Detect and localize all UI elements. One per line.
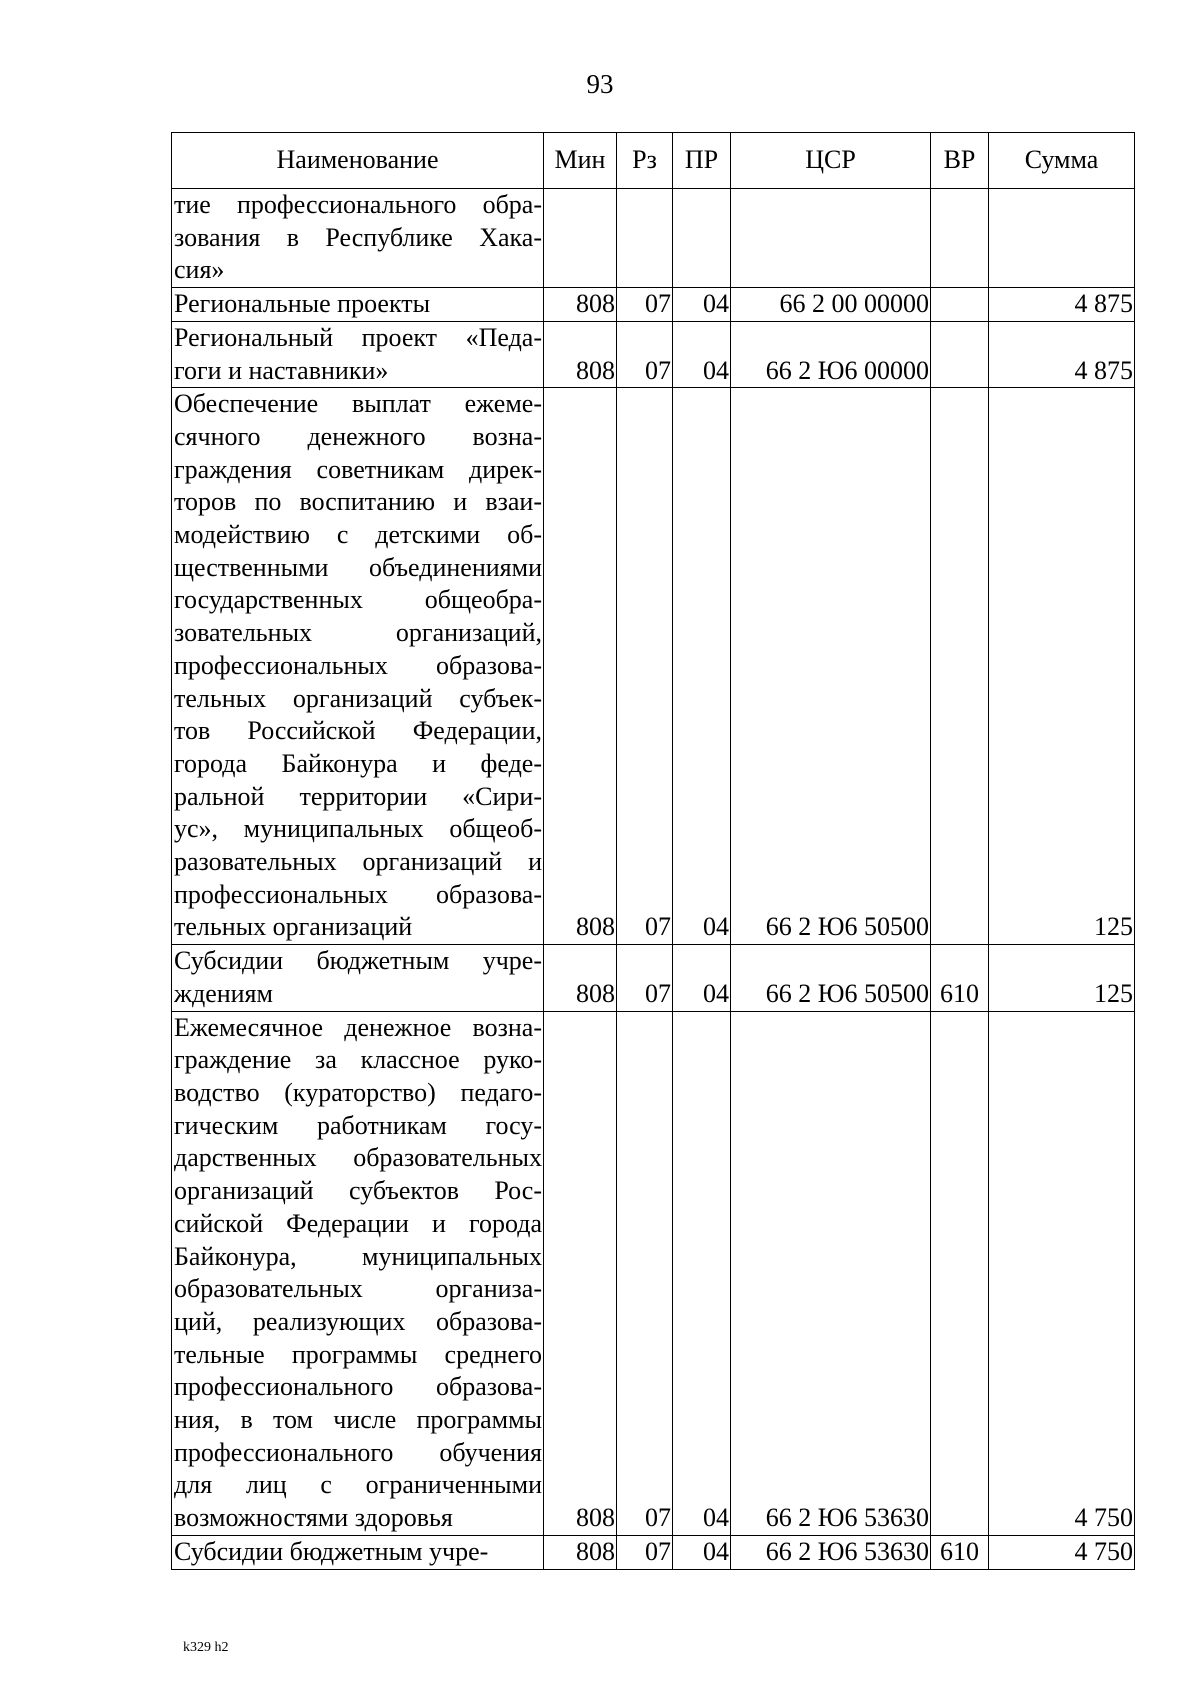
cell-min: 808 [544, 321, 617, 387]
cell-min: 808 [544, 945, 617, 1011]
table-row [172, 1011, 1135, 1535]
name-line: ций, реализующих образова- [174, 1306, 542, 1336]
name-line: ждениям [174, 978, 273, 1008]
cell-vr [931, 189, 989, 288]
cell-csr: 66 2 Ю6 50500 [731, 945, 931, 1011]
header-csr: ЦСР [731, 133, 931, 189]
cell-sum: 125 [989, 945, 1135, 1011]
cell-csr: 66 2 Ю6 53630 [731, 1011, 931, 1535]
name-line: сия» [174, 255, 225, 285]
name-line: Ежемесячное денежное возна- [174, 1012, 542, 1042]
name-line: щественными объединениями [174, 552, 542, 582]
budget-table [171, 132, 1135, 1570]
name-line: тельные программы среднего [174, 1339, 542, 1369]
name-line: торов по воспитанию и взаи- [174, 487, 542, 517]
cell-csr: 66 2 00 00000 [731, 288, 931, 322]
name-line: тельных организаций субъек- [174, 683, 542, 713]
cell-name [172, 945, 544, 1011]
cell-vr [931, 288, 989, 322]
cell-rz [617, 189, 673, 288]
table-body [172, 189, 1135, 1570]
name-line: Региональные проекты [174, 289, 431, 319]
cell-rz: 07 [617, 388, 673, 945]
table-row [172, 321, 1135, 387]
name-line: сячного денежного возна- [174, 421, 542, 451]
name-line: модействию с детскими об- [174, 520, 542, 550]
cell-vr: 610 [931, 945, 989, 1011]
name-line: ральной территории «Сири- [174, 781, 542, 811]
cell-sum: 4 875 [989, 321, 1135, 387]
header-min: Мин [544, 133, 617, 189]
name-line: гическим работникам госу- [174, 1110, 542, 1140]
name-line: образовательных организа- [174, 1274, 542, 1304]
name-line: Субсидии бюджетным учре- [174, 1536, 489, 1566]
cell-csr: 66 2 Ю6 50500 [731, 388, 931, 945]
name-line: зовательных организаций, [174, 618, 542, 648]
cell-pr: 04 [673, 288, 731, 322]
name-line: гоги и наставники» [174, 355, 389, 385]
name-line: профессиональных образова- [174, 879, 542, 909]
cell-pr: 04 [673, 321, 731, 387]
cell-vr [931, 321, 989, 387]
cell-min: 808 [544, 288, 617, 322]
cell-sum: 4 750 [989, 1011, 1135, 1535]
footer-code: k329 h2 [183, 1640, 229, 1655]
cell-rz: 07 [617, 1535, 673, 1569]
header-sum: Сумма [989, 133, 1135, 189]
cell-name [172, 321, 544, 387]
cell-vr [931, 388, 989, 945]
name-line: ус», муниципальных общеоб- [174, 814, 542, 844]
header-name: Наименование [172, 133, 544, 189]
name-line: Субсидии бюджетным учре- [174, 946, 542, 976]
name-line: профессиональных образова- [174, 650, 542, 680]
cell-rz: 07 [617, 1011, 673, 1535]
cell-rz: 07 [617, 945, 673, 1011]
cell-rz: 07 [617, 288, 673, 322]
page-number: 93 [586, 69, 614, 99]
cell-csr: 66 2 Ю6 53630 [731, 1535, 931, 1569]
cell-pr: 04 [673, 945, 731, 1011]
name-line: организаций субъектов Рос- [174, 1176, 542, 1206]
table-row [172, 945, 1135, 1011]
table-row [172, 189, 1135, 288]
cell-min: 808 [544, 1011, 617, 1535]
name-line: разовательных организаций и [174, 847, 542, 877]
cell-name [172, 189, 544, 288]
cell-sum [989, 189, 1135, 288]
name-line: профессионального обучения [174, 1437, 542, 1467]
cell-pr: 04 [673, 1535, 731, 1569]
cell-pr: 04 [673, 1011, 731, 1535]
cell-csr [731, 189, 931, 288]
name-line: зования в Республике Хака- [174, 222, 542, 252]
name-line: Байконура, муниципальных [174, 1241, 542, 1271]
header-rz: Рз [617, 133, 673, 189]
name-line: Региональный проект «Педа- [174, 322, 542, 352]
name-line: города Байконура и феде- [174, 748, 542, 778]
name-line: ния, в том числе программы [174, 1405, 542, 1435]
cell-vr [931, 1011, 989, 1535]
cell-min: 808 [544, 1535, 617, 1569]
name-line: граждения советникам дирек- [174, 454, 542, 484]
cell-name [172, 1535, 544, 1569]
cell-name [172, 1011, 544, 1535]
name-line: дарственных образовательных [174, 1143, 542, 1173]
cell-rz: 07 [617, 321, 673, 387]
cell-min: 808 [544, 388, 617, 945]
cell-csr: 66 2 Ю6 00000 [731, 321, 931, 387]
name-line: тов Российской Федерации, [174, 716, 542, 746]
name-line: граждение за классное руко- [174, 1045, 542, 1075]
table-row [172, 388, 1135, 945]
cell-sum: 4 750 [989, 1535, 1135, 1569]
name-line: Обеспечение выплат ежеме- [174, 389, 542, 419]
header-vr: ВР [931, 133, 989, 189]
cell-sum: 125 [989, 388, 1135, 945]
cell-sum: 4 875 [989, 288, 1135, 322]
name-line: сийской Федерации и города [174, 1208, 542, 1238]
header-pr: ПР [673, 133, 731, 189]
cell-pr: 04 [673, 388, 731, 945]
name-line: для лиц с ограниченными [174, 1470, 542, 1500]
name-line: тельных организаций [174, 912, 413, 942]
table-header-row [172, 133, 1135, 189]
cell-min [544, 189, 617, 288]
cell-pr [673, 189, 731, 288]
cell-vr: 610 [931, 1535, 989, 1569]
name-line: водство (кураторство) педаго- [174, 1077, 542, 1107]
name-line: государственных общеобра- [174, 585, 542, 615]
name-line: тие профессионального обра- [174, 190, 542, 219]
cell-name [172, 288, 544, 322]
name-line: возможностями здоровья [174, 1503, 453, 1533]
table-row [172, 288, 1135, 322]
name-line: профессионального образова- [174, 1372, 542, 1402]
table-row [172, 1535, 1135, 1569]
cell-name [172, 388, 544, 945]
